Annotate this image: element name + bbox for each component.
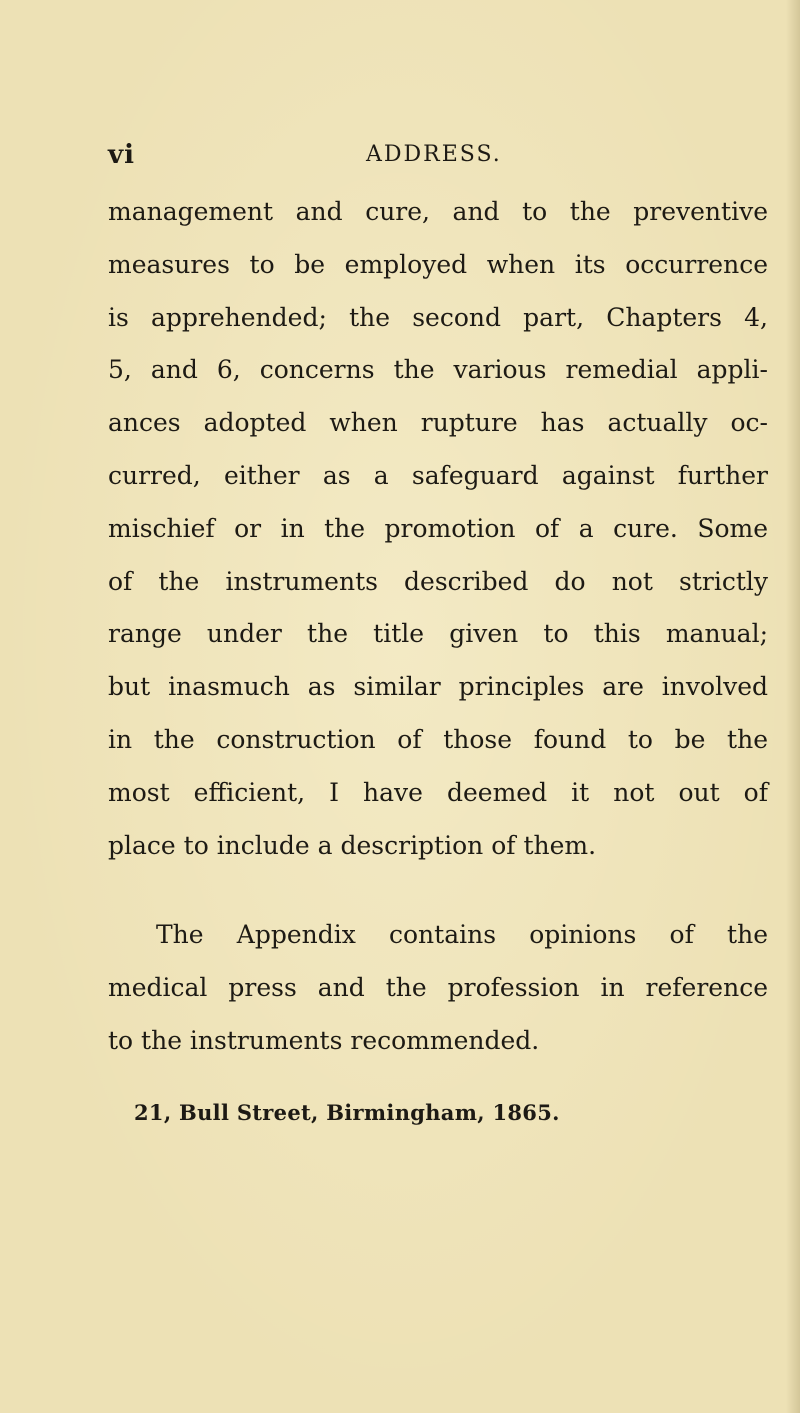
page-number: vi [108,140,135,170]
body-text [108,186,768,1068]
text-line: place to include a description of them. [108,830,597,860]
text-line: most efficient, I have deemed it not out of [108,777,768,807]
signoff-place-date: 21, Bull Street, Birmingham, 1865. [134,1100,560,1125]
page-edge-shadow [786,0,800,1413]
text-line: measures to be employed when its occurrence [108,249,768,279]
text-line: ances adopted when rupture has actually oc- [108,408,768,438]
text-line: is apprehended; the second part, Chapters 4, [108,302,768,332]
text-line: The Appendix contains opinions of the [156,920,768,950]
paragraph-2-continued [108,962,768,1068]
running-title: ADDRESS. [366,142,502,167]
text-line: to the instruments recommended. [108,1025,540,1055]
text-line: 5, and 6, concerns the various remedial appli- [108,355,768,385]
running-header [108,140,748,174]
text-line: in the construction of those found to be the [108,724,768,754]
paragraph-spacer [108,872,768,909]
text-line: curred, either as a safeguard against further [108,460,768,490]
text-line: mischief or in the promotion of a cure. Some [108,513,768,543]
text-line: of the instruments described do not strictly [108,566,768,596]
text-line: but inasmuch as similar principles are involved [108,672,768,702]
text-line: range under the title given to this manual; [108,619,768,649]
paragraph-1 [108,186,768,872]
paragraph-2 [108,909,768,962]
text-line: medical press and the profession in reference [108,973,768,1003]
text-line: management and cure, and to the preventive [108,197,768,226]
